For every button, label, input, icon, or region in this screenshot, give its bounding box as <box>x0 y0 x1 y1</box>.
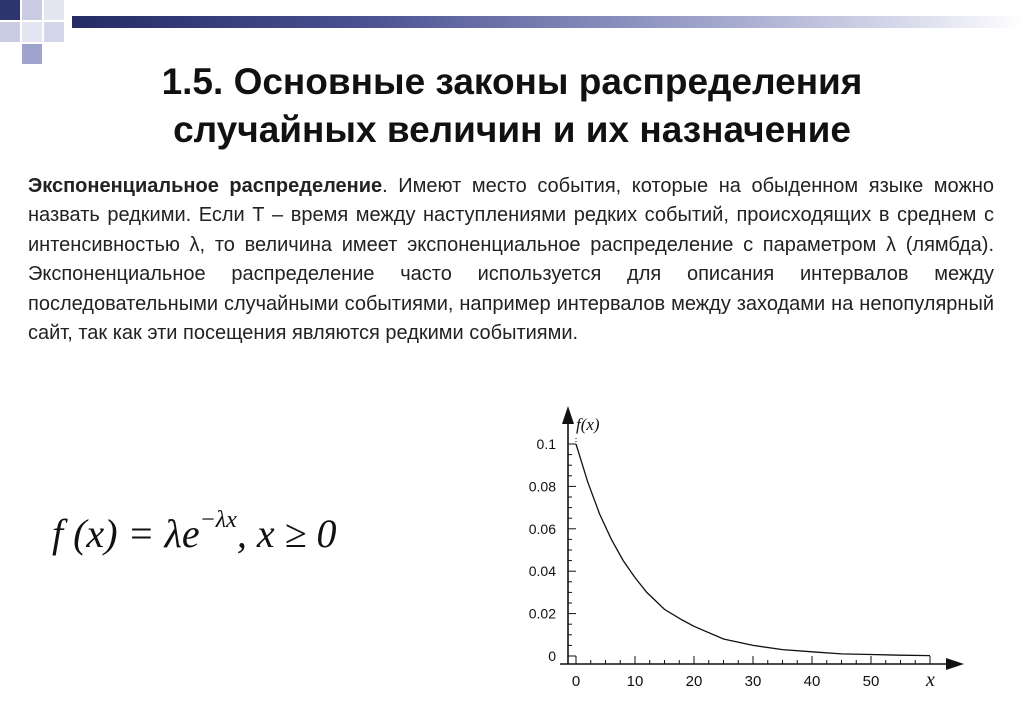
formula-lhs: f (x) = λe <box>52 511 200 556</box>
x-tick-label: 0 <box>571 673 581 690</box>
title-line-1: 1.5. Основные законы распределения <box>161 61 863 102</box>
y-axis-label: f(x) <box>576 415 600 434</box>
x-axis-label: x <box>926 669 935 691</box>
paragraph-heading: Экспоненциальное распределение <box>28 175 383 197</box>
x-tick-label: 30 <box>744 673 762 690</box>
chart-ticks <box>529 436 930 690</box>
y-tick-label: 0.04 <box>528 563 556 580</box>
y-tick-label: 0.1 <box>536 436 556 452</box>
density-curve <box>576 444 930 656</box>
x-tick-label: 50 <box>862 673 880 690</box>
title-line-2: случайных величин и их назначение <box>173 109 851 150</box>
paragraph-text: . Имеют место события, которые на обыденном языке можно назвать редкими. Если Т – время между наступлениями редких событий, происходящих в среднем с интенсивностью λ, то величина имеет экспоненциальное распределение с параметром λ (лямбда). Экспоненциальное распределение часто используется для описания интервалов между последовательными случайными событиями, например интервалов между заходами на непопулярный сайт, так как эти посещения являются редкими событиями. <box>28 175 994 345</box>
x-tick-label: 40 <box>803 673 821 690</box>
x-tick-label: 20 <box>685 673 703 690</box>
formula-exponent: −λx <box>199 506 237 533</box>
y-tick-label: 0.02 <box>528 605 556 622</box>
formula-rhs: , x ≥ 0 <box>236 511 337 556</box>
y-tick-label: 0 <box>548 648 556 664</box>
x-tick-label: 10 <box>626 673 644 690</box>
y-tick-label: 0.08 <box>528 478 556 495</box>
chart-plot <box>576 438 930 656</box>
y-axis-arrow <box>562 406 574 424</box>
x-axis-arrow <box>946 658 964 670</box>
y-tick-label: 0.06 <box>528 520 556 537</box>
chart-axes <box>560 406 964 691</box>
